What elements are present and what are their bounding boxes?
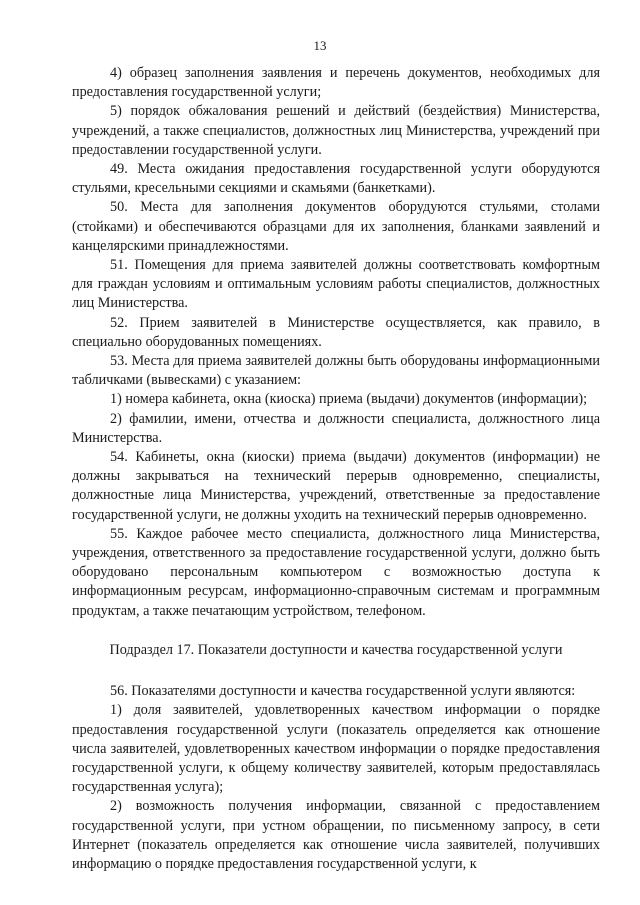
paragraph-56-item-1: 1) доля заявителей, удовлетворенных качеством информации о порядке предоставления государственной услуги (показатель определяется как отношение числа заявителей, удовлетворенных качеством информации о порядке предоставления государственной услуги, к общему количеству заявителей, которым предоставлялась государственная услуга); <box>72 702 600 796</box>
paragraph-54: 54. Кабинеты, окна (киоски) приема (выдачи) документов (информации) не должны закрываться на технический перерыв одновременно, специалисты, должностные лица Министерства, учреждений, ответственные за предоставление государственной услуги, не должны уходить на технический перерыв одновременно. <box>72 449 600 523</box>
section-heading: Подраздел 17. Показатели доступности и качества государственной услуги <box>109 641 563 658</box>
document-body <box>72 64 600 874</box>
paragraph-49: 49. Места ожидания предоставления государственной услуги оборудуются стульями, кресельными секциями и скамьями (банкетками). <box>72 161 600 197</box>
paragraph-53: 53. Места для приема заявителей должны быть оборудованы информационными табличками (вывесками) с указанием: <box>72 353 600 389</box>
paragraph-53-item-1: 1) номера кабинета, окна (киоска) приема (выдачи) документов (информации); <box>110 391 588 408</box>
paragraph-55: 55. Каждое рабочее место специалиста, должностного лица Министерства, учреждения, ответственного за предоставление государственной услуги, должно быть оборудовано персональным компьютером с возможностью доступа к информационным ресурсам, информационно-справочным системам и программным продуктам, а также печатающим устройством, телефоном. <box>72 525 600 619</box>
paragraph-50: 50. Места для заполнения документов оборудуются стульями, столами (стойками) и обеспечиваются образцами для их заполнения, бланками заявлений и канцелярскими принадлежностями. <box>72 199 600 254</box>
paragraph-56-item-2: 2) возможность получения информации, связанной с предоставлением государственной услуги, при устном обращении, по письменному запросу, в сети Интернет (показатель определяется как отношение числа заявителей, получивших информацию о порядке предоставления государственной услуги, к <box>72 798 600 872</box>
paragraph-56: 56. Показателями доступности и качества государственной услуги являются: <box>110 683 576 700</box>
paragraph-51: 51. Помещения для приема заявителей должны соответствовать комфортным для граждан условиям и оптимальным условиям работы специалистов, должностных лиц Министерства. <box>72 257 600 312</box>
paragraph-52: 52. Прием заявителей в Министерстве осуществляется, как правило, в специально оборудованных помещениях. <box>72 314 600 350</box>
paragraph-53-item-2: 2) фамилии, имени, отчества и должности специалиста, должностного лица Министерства. <box>72 410 600 446</box>
paragraph-item-4: 4) образец заполнения заявления и перечень документов, необходимых для предоставления государственной услуги; <box>72 65 600 101</box>
paragraph-item-5: 5) порядок обжалования решений и действий (бездействия) Министерства, учреждений, а также специалистов, должностных лиц Министерства, учреждений при предоставлении государственной услуги. <box>72 103 600 158</box>
page-number: 13 <box>313 38 327 53</box>
